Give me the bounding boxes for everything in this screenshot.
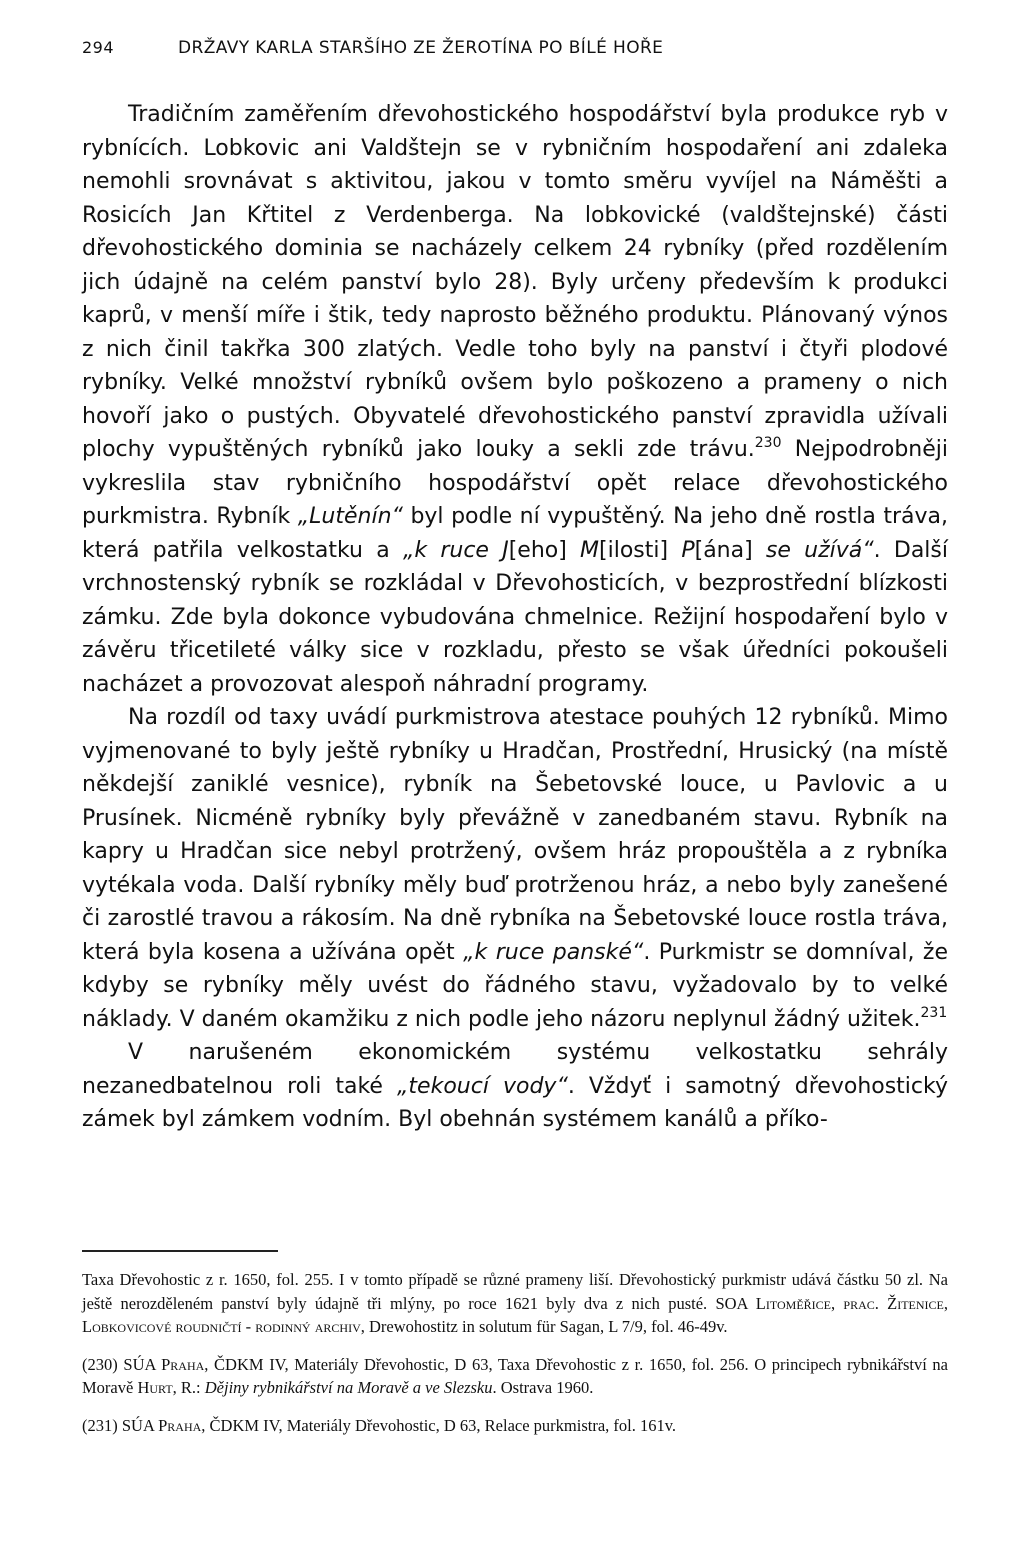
footnote-separator xyxy=(82,1250,278,1252)
archive-name: SÚA Praha xyxy=(123,1354,205,1374)
paragraph-2 xyxy=(82,701,948,1036)
text-run: . Další vrchnostenský rybník se rozkládal v Dřevohosticích, v bezprostřední blízkosti zámku. Zde byla dokonce vybudována chmelnice. Režijní hospodaření bylo v závěru třicetileté války sice v rozkladu, přesto se však úředníci pokoušeli nacházet a provozovat alespoň náhradní programy. xyxy=(82,537,948,697)
quoted-phrase: P xyxy=(681,537,695,563)
text-run: Na rozdíl od taxy uvádí purkmistrova atestace pouhých 12 rybníků. Mimo vyjmenované to byly ještě rybníky u Hradčan, Prostřední, Hrusický (na místě někdejší zaniklé vesnice), rybník na Šebetovské louce, u Pavlovic a u Prusínek. Nicméně rybníky byly převážně v zanedbaném stavu. Rybník na kapry u Hradčan sice nebyl protržený, ovšem hráz propouštěla a z rybníka vytékala voda. Další rybníky měly buď protrženou hráz, a nebo byly zanešené či zarostlé travou a rákosím. Na dně rybníka na Šebetovské louce rostla tráva, která byla kosena a užívána opět xyxy=(82,705,948,965)
archive-name: SÚA Praha xyxy=(121,1415,202,1435)
text-run: . Vždyť i samotný dřevohostický zámek byl zámkem vodním. Byl obehnán systémem kanálů a příko- xyxy=(82,1073,948,1132)
footnote-number: (230) xyxy=(82,1354,118,1374)
quoted-phrase: M xyxy=(580,537,600,563)
text-run: [eho] xyxy=(508,537,581,563)
quoted-phrase: se užívá“ xyxy=(765,537,874,563)
quoted-phrase: J xyxy=(488,537,509,563)
running-header xyxy=(82,38,948,64)
footnote-231 xyxy=(82,1414,948,1438)
text-run: , ČDKM IV, Materiály Dřevohostic, D 63, Taxa Dřevohostic z r. 1650, fol. 256. O principech rybnikářství na Moravě xyxy=(82,1354,949,1397)
text-run: . Ostrava 1960. xyxy=(492,1378,594,1397)
author-name: Hurt xyxy=(137,1378,173,1397)
text-run: byl podle ní vypuštěný. Na jeho dně rostla tráva, která patřila velkostatku a xyxy=(82,504,948,563)
page-number: 294 xyxy=(82,38,115,57)
text-run: Taxa Dřevohostic z r. 1650, fol. 255. I v tomto případě se různé prameny liší. Dřevohostický purkmistr udává částku 50 zl. Na ještě nerozděleném panství byly údajně tři mlýny, po roce 1621 byly dva z nich pusté. xyxy=(82,1270,948,1313)
text-run: V narušeném ekonomickém systému velkostatku sehrály nezanedbatelnou roli také xyxy=(82,1040,948,1099)
footnotes xyxy=(82,1268,948,1451)
text-run: , Drewohostitz in solutum für Sagan, L 7/9, fol. 46-49v. xyxy=(360,1317,728,1336)
footnote-number: (231) xyxy=(82,1415,118,1435)
footnote-230 xyxy=(82,1353,948,1400)
text-run: . Purkmistr se domníval, že kdyby se rybníky měly uvést do řádného stavu, vyžadovalo by to velké náklady. V daném okamžiku z nich podle jeho názoru neplynul žádný užitek. xyxy=(82,939,948,1032)
main-text xyxy=(82,98,948,1137)
quoted-name: „Lutěnín“ xyxy=(297,504,403,529)
footnote-ref-230[interactable]: 230 xyxy=(754,435,782,451)
paragraph-3 xyxy=(82,1036,948,1137)
footnote-ref-231[interactable]: 231 xyxy=(920,1004,948,1021)
text-run: , R.: xyxy=(172,1378,205,1397)
document-page xyxy=(82,0,948,1560)
text-run: [ána] xyxy=(694,537,766,563)
quoted-phrase: „tekoucí vody“ xyxy=(397,1073,568,1099)
paragraph-1 xyxy=(82,98,948,701)
footnote-continued xyxy=(82,1268,948,1339)
book-title: Dějiny rybnikářství na Moravě a ve Slezsku xyxy=(204,1378,493,1397)
archive-name: SOA Litoměřice, prac. Žitenice, Lobkovicové roudničtí - rodinný archiv xyxy=(82,1293,948,1336)
quoted-phrase: „k ruce panské“ xyxy=(463,939,644,965)
text-run: , ČDKM IV, Materiály Dřevohostic, D 63, Relace purkmistra, fol. 161v. xyxy=(201,1415,677,1435)
running-title: DRŽAVY KARLA STARŠÍHO ZE ŽEROTÍNA PO BÍLÉ HOŘE xyxy=(178,38,664,58)
text-run: [ilosti] xyxy=(599,537,682,563)
text-run: Tradičním zaměřením dřevohostického hospodářství byla produkce ryb v rybnících. Lobkovic ani Valdštejn se v rybničním hospodaření ani zdaleka nemohli srovnávat s aktivitou, jakou v tomto směru vyvíjel na Náměšti a Rosicích Jan Křtitel z Verdenberga. Na lobkovické (valdštejnské) části dřevohostického dominia se nacházely celkem 24 rybníky (před rozdělením jich údajně na celém panství bylo 28). Byly určeny především k produkci kaprů, v menší míře i štik, tedy naprosto běžného produktu. Plánovaný výnos z nich činil takřka 300 zlatých. Vedle toho byly na panství i čtyři plodové rybníky. Velké množství rybníků ovšem bylo poškozeno a prameny o nich hovoří jako o pustých. Obyvatelé dřevohostického panství zpravidla užívali plochy vypuštěných rybníků jako louky a sekli zde trávu. xyxy=(82,102,948,462)
quoted-phrase: „k ruce xyxy=(402,537,489,563)
text-run: Nejpodrobněji vykreslila stav rybničního hospodářství opět relace dřevohostického purkmistra. Rybník xyxy=(82,437,948,529)
